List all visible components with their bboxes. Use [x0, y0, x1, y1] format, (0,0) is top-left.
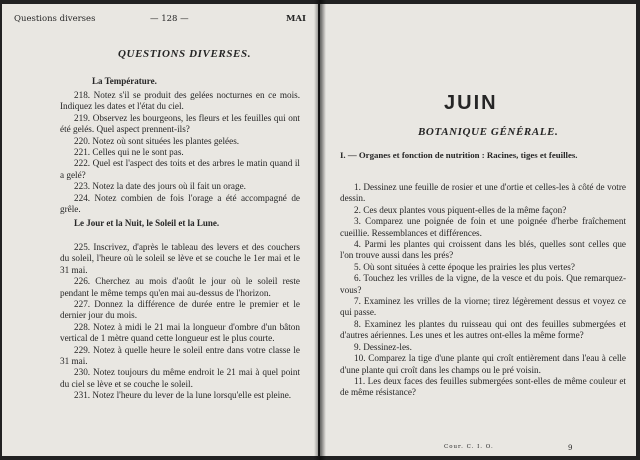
question-1: 1. Dessinez une feuille de rosier et une d'ortie et celles-les à côté de votre dessin.	[340, 182, 626, 204]
signature-number: 9	[568, 444, 574, 452]
month-title: JUIN	[444, 92, 498, 114]
temperature-questions	[60, 90, 300, 215]
section-title: BOTANIQUE GÉNÉRALE.	[418, 126, 559, 138]
question-4: 4. Parmi les plantes qui croissent dans les blés, quelles sont celles que l'on trouve aussi dans les prés?	[340, 239, 626, 261]
day-night-questions	[60, 242, 300, 402]
subsection-title-nutrition: I. — Organes et fonction de nutrition : Racines, tiges et feuilles.	[340, 150, 578, 160]
question-5: 5. Où sont situées à cette époque les prairies les plus vertes?	[354, 261, 575, 272]
running-header: Questions diverses	[14, 14, 96, 24]
question-9: 9. Dessinez-les.	[354, 341, 412, 352]
question-226: 226. Cherchez au mois d'août le jour où le soleil reste pendant le même temps qu'en mai au-dessus de l'horizon.	[60, 276, 300, 298]
right-page	[320, 4, 636, 456]
printer-signature: Cour. C. I. O.	[444, 444, 494, 450]
botany-questions	[340, 182, 626, 399]
question-8: 8. Examinez les plantes du ruisseau qui ont des feuilles submergées et d'autres aériennes. Les unes et les autres ont-elles la même forme?	[340, 318, 626, 341]
question-7: 7. Examinez les vrilles de la viorne; tirez légèrement dessus et voyez ce qui passe.	[340, 296, 626, 318]
question-231: 231. Notez l'heure du lever de la lune lorsqu'elle est pleine.	[74, 390, 292, 401]
question-222: 222. Quel est l'aspect des toits et des arbres le matin quand il a gelé?	[60, 158, 300, 180]
subsection-title-temperature: La Température.	[92, 76, 157, 86]
section-title: QUESTIONS DIVERSES.	[118, 48, 252, 60]
book-gutter	[314, 0, 326, 460]
question-3: 3. Comparez une poignée de foin et une poignée d'herbe fraîchement cueillie. Ressemblances et différences.	[340, 216, 626, 238]
subsection-title-day-night: Le Jour et la Nuit, le Soleil et la Lune.	[74, 218, 220, 228]
question-219: 219. Observez les bourgeons, les fleurs et les feuilles qui ont été gelés. Quel aspect prennent-ils?	[60, 112, 300, 135]
question-223: 223. Notez la date des jours où il fait un orage.	[74, 181, 246, 192]
question-230: 230. Notez toujours du même endroit le 21 mai à quel point du ciel se lève et se couche le soleil.	[60, 367, 300, 389]
question-225: 225. Inscrivez, d'après le tableau des levers et des couchers du soleil, l'heure où le soleil se lève et se couche le 1er mai et le 31 mai.	[60, 242, 300, 275]
question-221: 221. Celles qui ne le sont pas.	[74, 147, 184, 158]
question-6: 6. Touchez les vrilles de la vigne, de la vesce et du pois. Que remarquez-vous?	[340, 273, 626, 295]
question-228: 228. Notez à midi le 21 mai la longueur d'ombre d'un bâton vertical de 1 mètre quand cette longueur est le plus courte.	[60, 321, 300, 344]
month-header: MAI	[286, 14, 306, 24]
page-number: — 128 —	[150, 14, 189, 24]
question-220: 220. Notez où sont situées les plantes gelées.	[74, 135, 240, 146]
question-224: 224. Notez combien de fois l'orage a été accompagné de grêle.	[60, 192, 300, 215]
question-229: 229. Notez à quelle heure le soleil entre dans votre classe le 31 mai.	[60, 344, 300, 367]
left-page	[2, 4, 318, 456]
question-227: 227. Donnez la différence de durée entre le premier et le dernier jour du mois.	[60, 299, 300, 321]
question-218: 218. Notez s'il se produit des gelées nocturnes en ce mois. Indiquez les dates et l'état du ciel.	[60, 90, 300, 112]
question-11: 11. Les deux faces des feuilles submergées sont-elles de même couleur et de même résistance?	[340, 375, 626, 398]
question-10: 10. Comparez la tige d'une plante qui croît entièrement dans l'eau à celle d'une plante qui croît dans les champs ou le pré voisin.	[340, 353, 626, 375]
question-2: 2. Ces deux plantes vous piquent-elles de la même façon?	[354, 204, 567, 215]
